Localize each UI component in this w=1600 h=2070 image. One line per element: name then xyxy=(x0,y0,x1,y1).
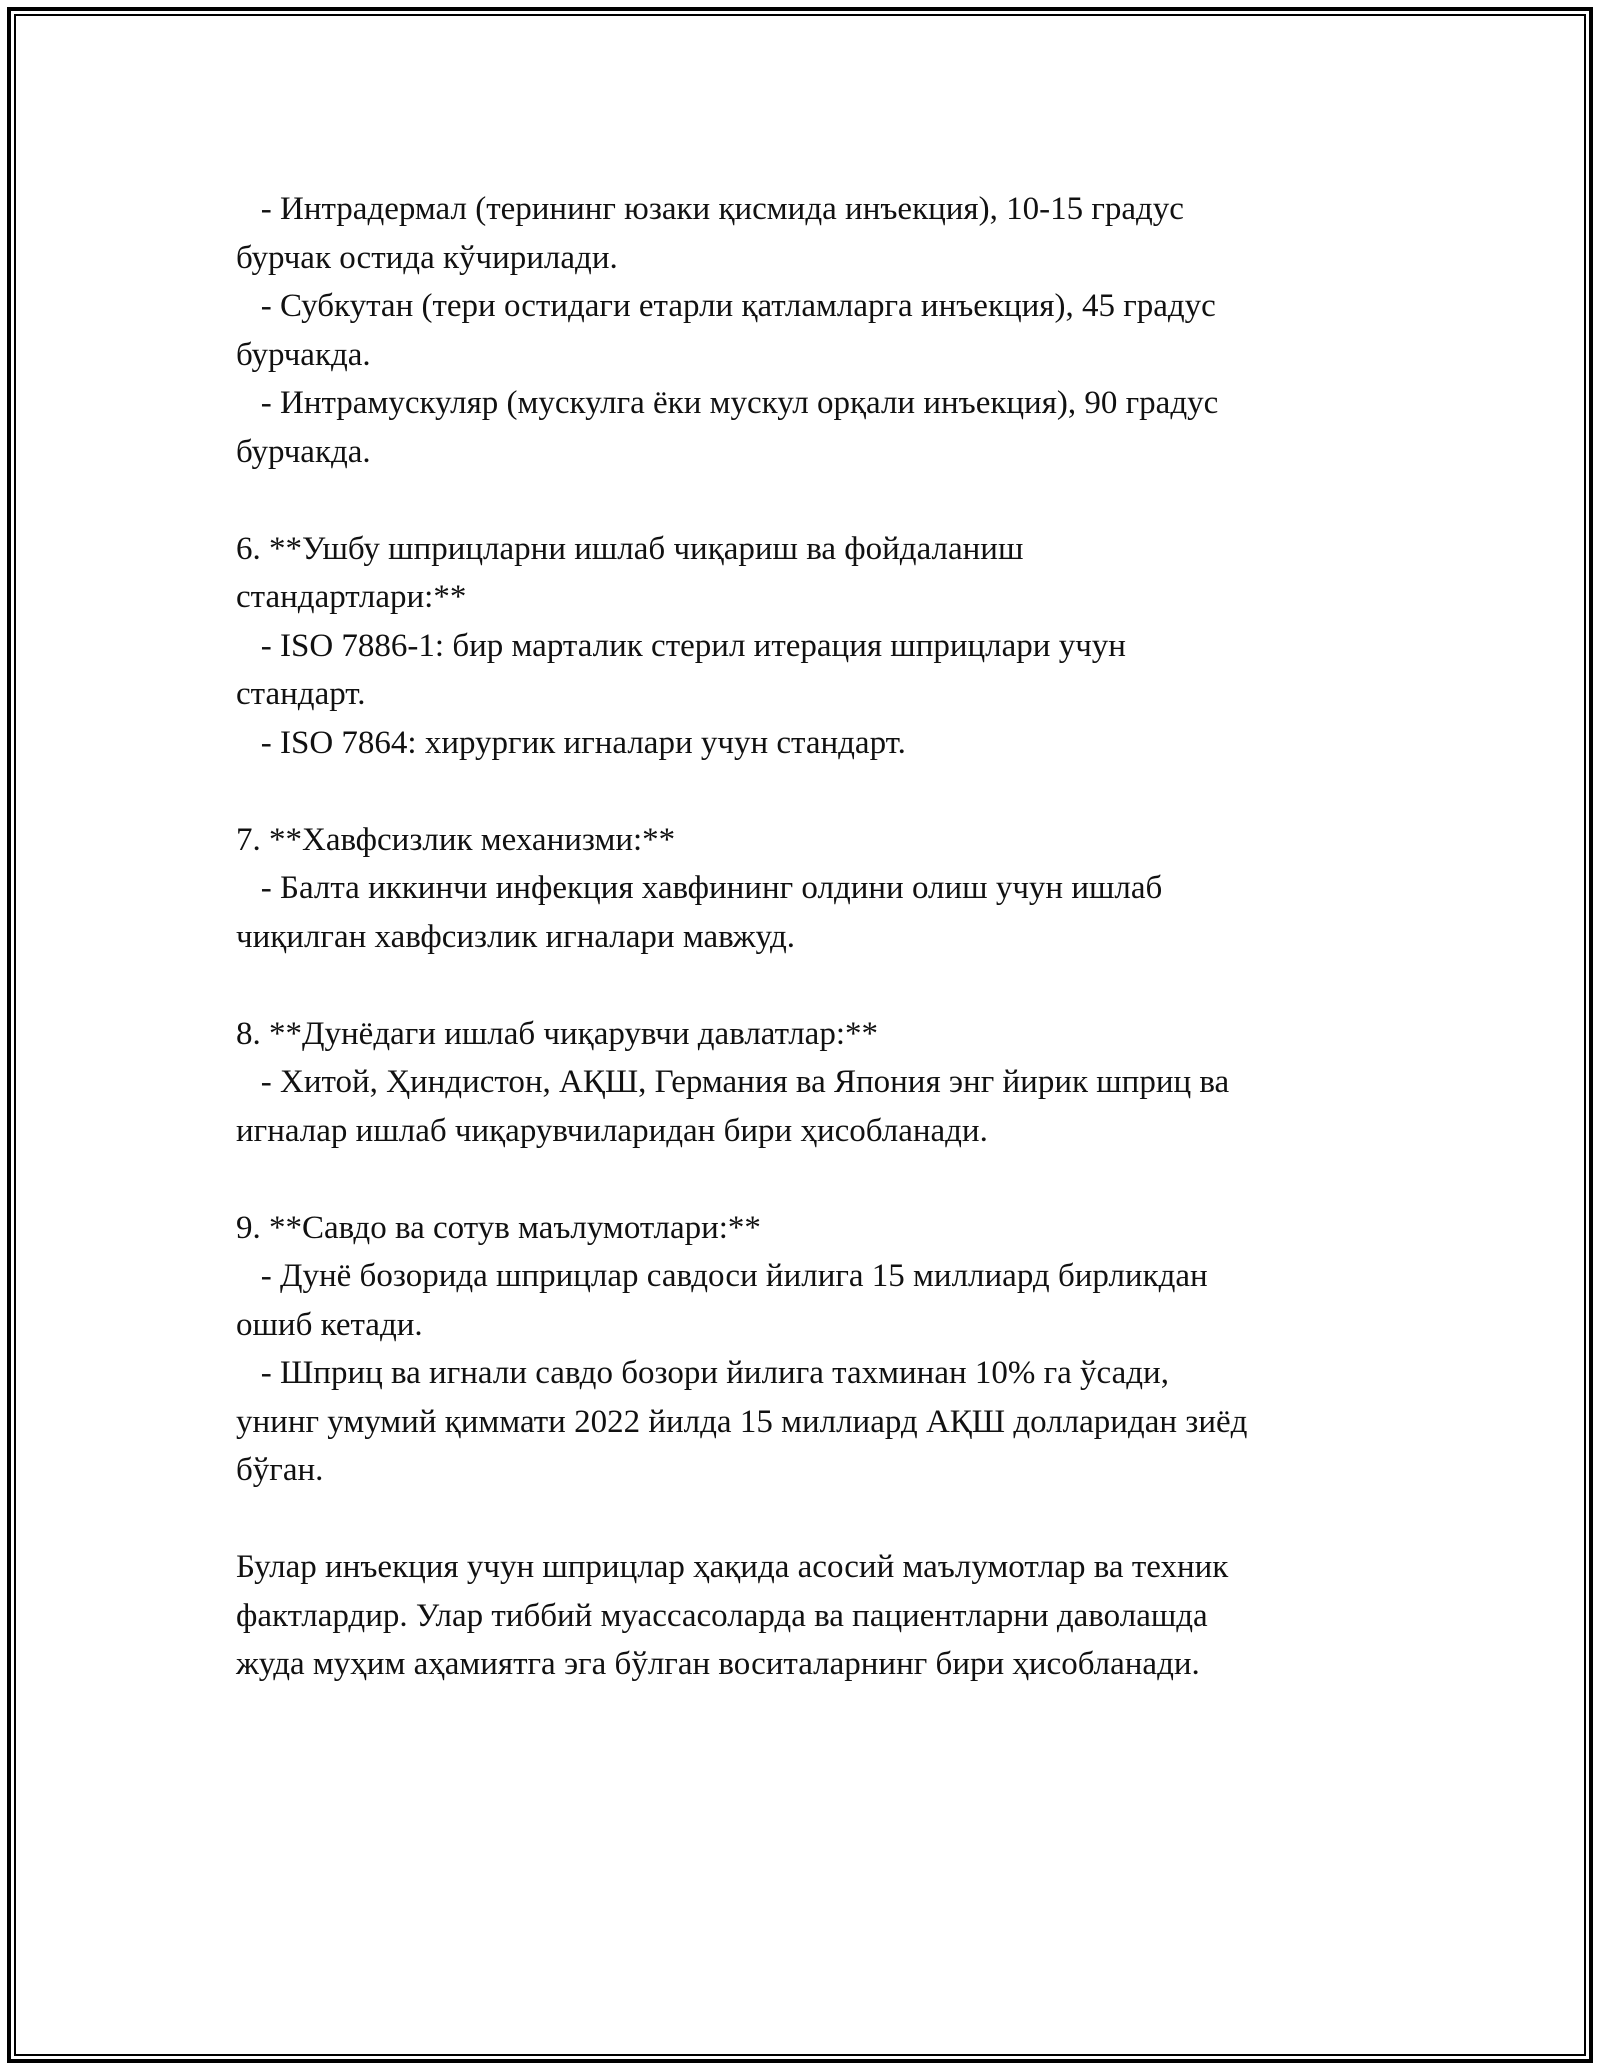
blank-line xyxy=(236,767,1386,816)
document-body xyxy=(236,185,1386,1689)
text-line: ошиб кетади. xyxy=(236,1306,423,1343)
text-line: - Шприц ва игнали савдо бозори йилига тахминан 10% га ўсади, xyxy=(236,1355,1169,1391)
blank-line xyxy=(236,1155,1386,1204)
text-line: - Балта иккинчи инфекция хавфининг олдини олиш учун ишлаб xyxy=(236,870,1163,906)
section-heading: 8. **Дунёдаги ишлаб чиқарувчи давлатлар:** xyxy=(236,1015,878,1052)
conclusion-line: Булар инъекция учун шприцлар ҳақида асосий маълумотлар ва техник xyxy=(236,1549,1229,1585)
section-heading: стандартлари:** xyxy=(236,579,467,615)
section-heading: 9. **Савдо ва сотув маълумотлари:** xyxy=(236,1209,761,1246)
text-line: - Интрадермал (терининг юзаки қисмида инъекция), 10-15 градус xyxy=(236,191,1184,227)
blank-line xyxy=(236,1495,1386,1544)
conclusion-line: жуда муҳим аҳамиятга эга бўлган воситаларнинг бири ҳисобланади. xyxy=(236,1646,1200,1682)
blank-line xyxy=(236,476,1386,525)
text-line: чиқилган хавфсизлик игналари мавжуд. xyxy=(236,918,796,955)
blank-line xyxy=(236,961,1386,1010)
text-line: - Дунё бозорида шприцлар савдоси йилига 15 миллиард бирликдан xyxy=(236,1258,1208,1294)
text-line: бурчакда. xyxy=(236,336,371,373)
text-line: стандарт. xyxy=(236,676,366,712)
section-heading: 7. **Хавфсизлик механизми:** xyxy=(236,821,676,858)
text-line: бурчак остида кўчирилади. xyxy=(236,239,618,276)
text-line: игналар ишлаб чиқарувчиларидан бири ҳисобланади. xyxy=(236,1112,988,1149)
text-line: бурчакда. xyxy=(236,433,371,470)
text-line: - Интрамускуляр (мускулга ёки мускул орқали инъекция), 90 градус xyxy=(236,385,1219,421)
text-line: унинг умумий қиммати 2022 йилда 15 миллиард АҚШ долларидан зиёд xyxy=(236,1403,1248,1440)
text-line: бўган. xyxy=(236,1452,324,1488)
text-line: - ISO 7864: хирургик игналари учун стандарт. xyxy=(236,724,906,761)
conclusion-line: фактлардир. Улар тиббий муассасоларда ва пациентларни даволашда xyxy=(236,1597,1208,1634)
section-heading: 6. **Ушбу шприцларни ишлаб чиқариш ва фойдаланиш xyxy=(236,530,1024,567)
text-line: - Субкутан (тери остидаги етарли қатламларга инъекция), 45 градус xyxy=(236,288,1216,324)
text-line: - Хитой, Ҳиндистон, АҚШ, Германия ва Япония энг йирик шприц ва xyxy=(236,1064,1230,1100)
text-line: - ISO 7886-1: бир марталик стерил итерация шприцлари учун xyxy=(236,627,1126,664)
